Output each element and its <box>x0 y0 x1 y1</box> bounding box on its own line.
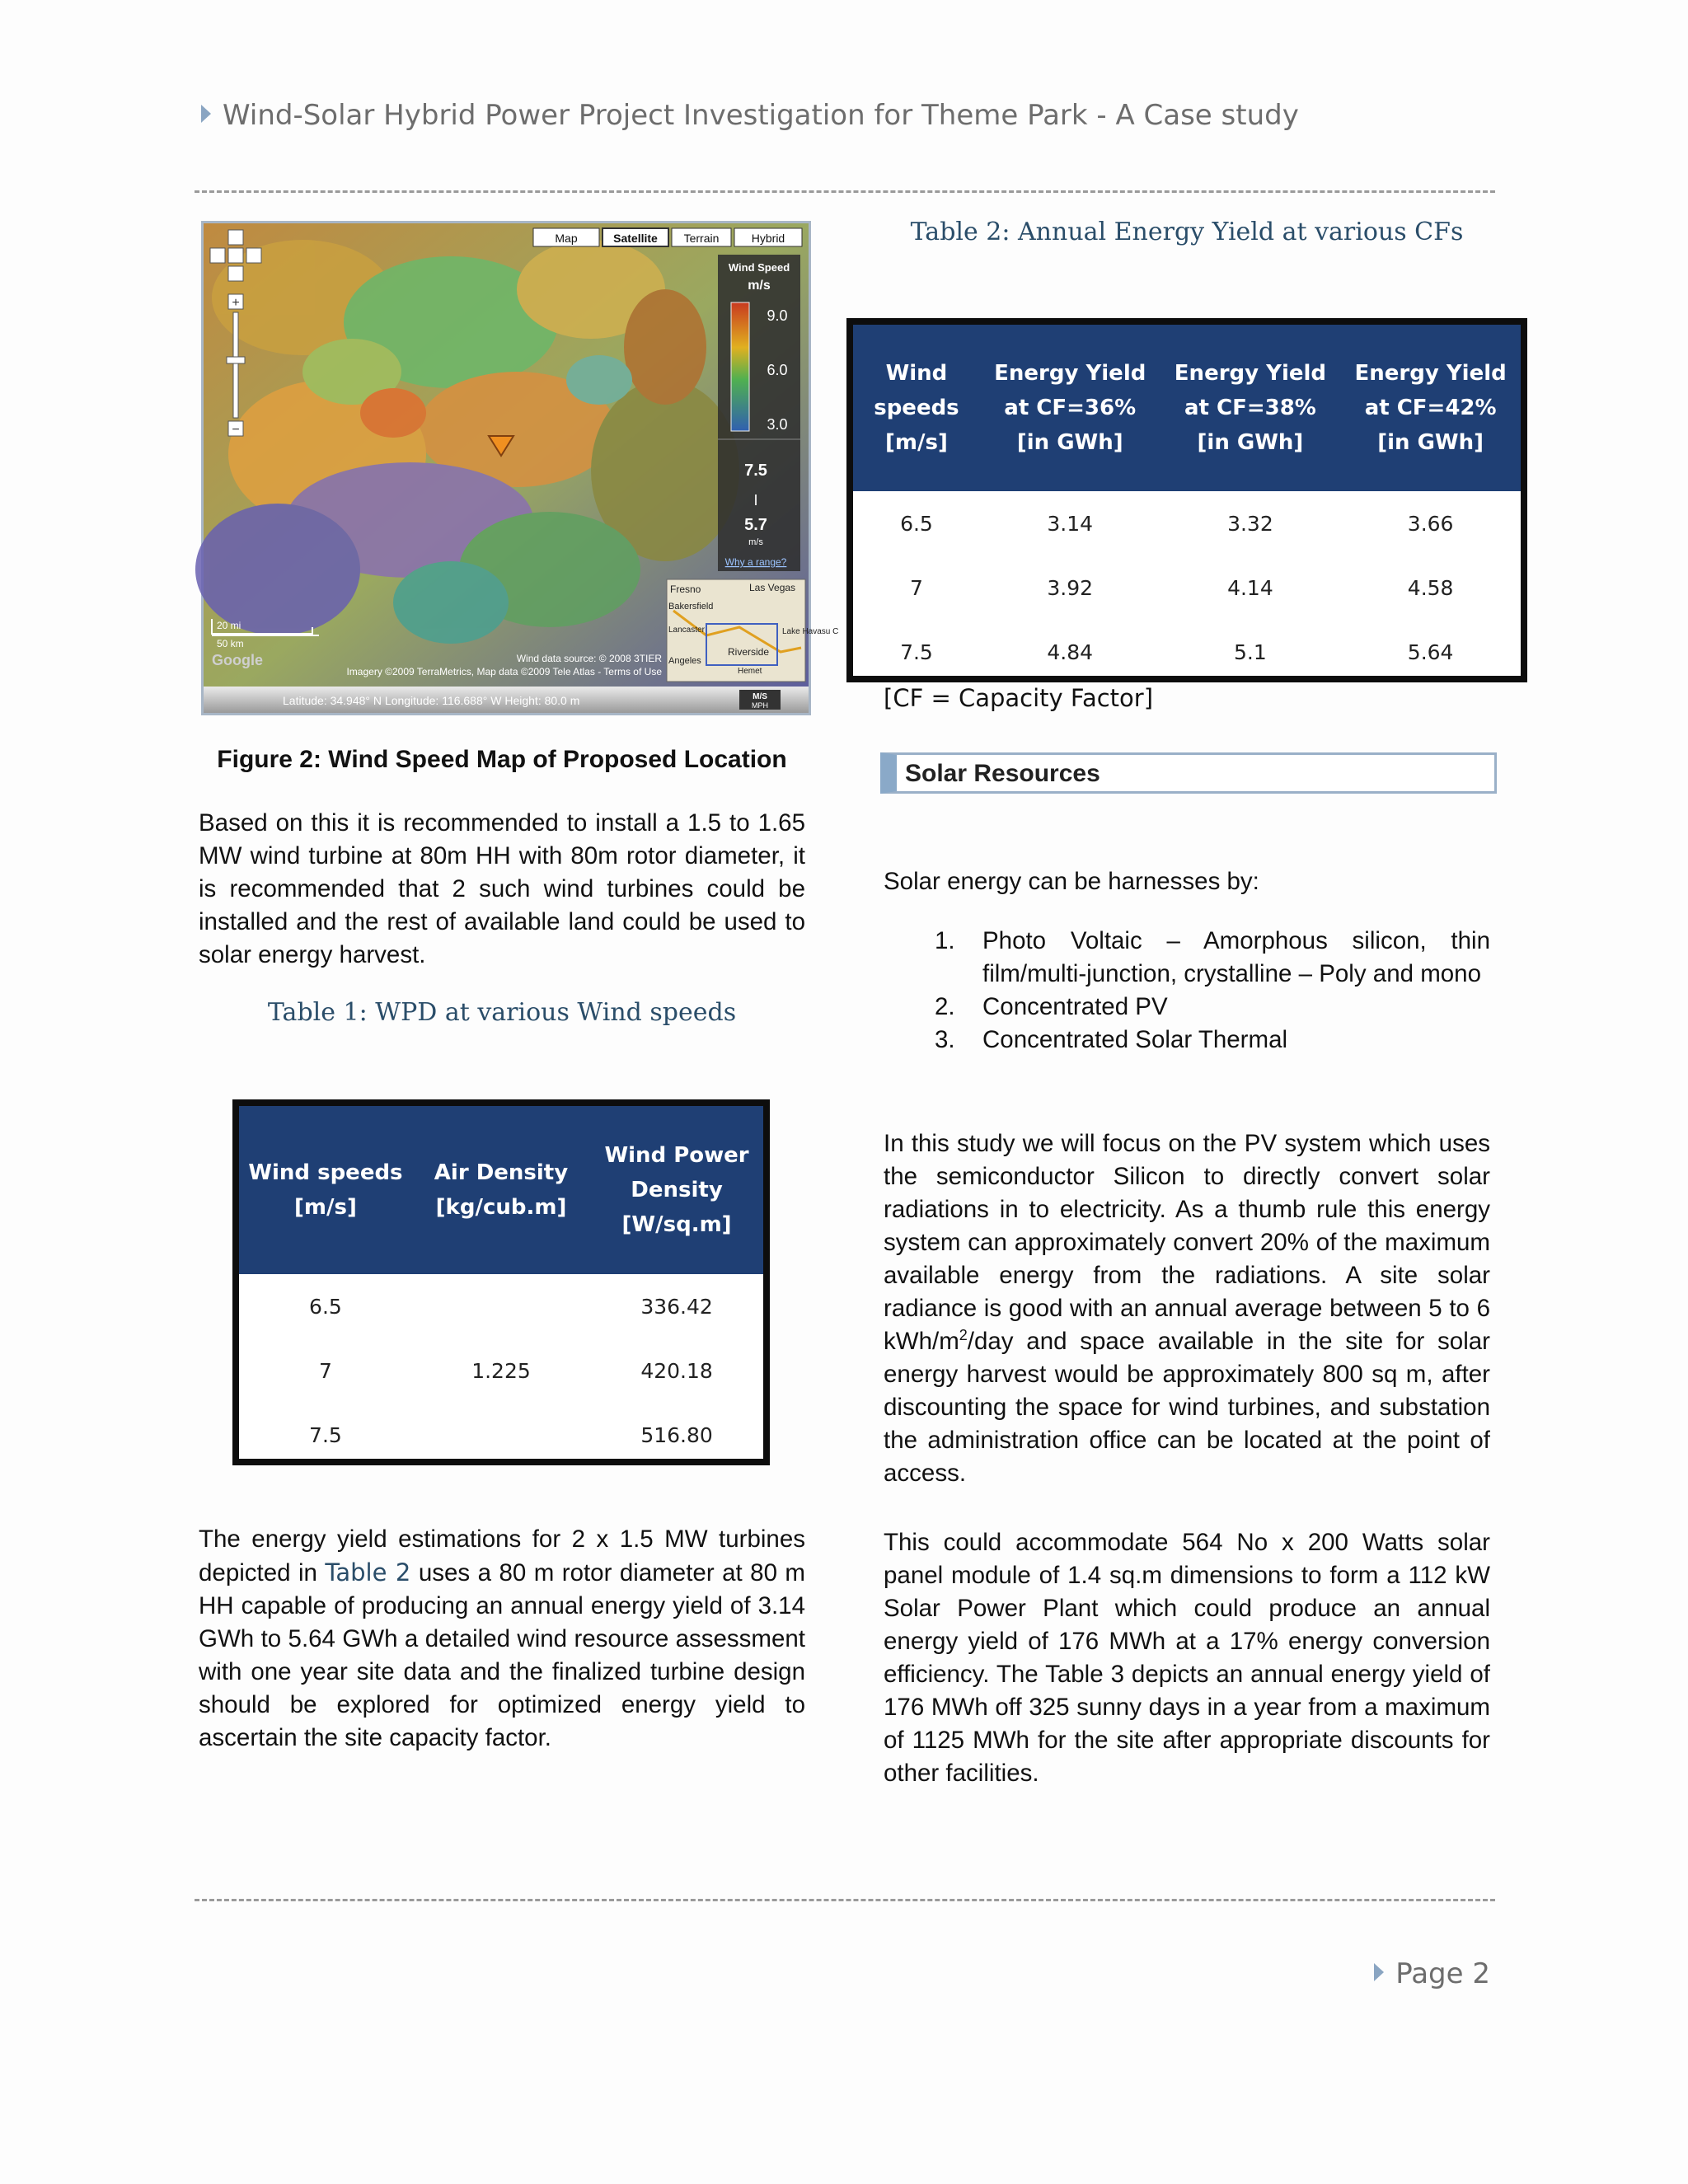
unit-ms[interactable]: M/S <box>753 692 767 701</box>
table1-cell: 7 <box>318 1358 332 1383</box>
wind-speed-map[interactable] <box>201 221 839 715</box>
list-number: 2. <box>935 993 955 1020</box>
header-title: Wind-Solar Hybrid Power Project Investigation for Theme Park - A Case study <box>223 99 1299 132</box>
imagery-credit[interactable]: Imagery ©2009 TerraMetrics, Map data ©2009 Tele Atlas - Terms of Use <box>346 666 662 677</box>
table1-caption: Table 1: WPD at various Wind speeds <box>267 998 737 1027</box>
table2-header: Energy Yield at CF=42% [in GWh] <box>1340 325 1521 491</box>
left-paragraph-2 <box>199 1523 805 1755</box>
table1-cell: 7.5 <box>309 1422 342 1447</box>
wind-speed-legend <box>718 255 800 495</box>
table-row <box>853 555 1521 620</box>
running-header <box>201 99 1299 132</box>
range-indicator: I <box>753 492 758 509</box>
inset-label: Lake Havasu C <box>782 627 839 636</box>
table2-cell: 4.58 <box>1407 575 1454 600</box>
scale-km: 50 km <box>217 638 244 649</box>
table1 <box>232 1099 770 1465</box>
list-number: 3. <box>935 1026 955 1053</box>
legend-tick: 9.0 <box>767 307 788 324</box>
table2-cell: 3.14 <box>1047 511 1094 536</box>
unit-mph[interactable]: MPH <box>752 701 768 710</box>
legend-tick: 3.0 <box>767 416 788 433</box>
table1-cell: 1.225 <box>471 1358 531 1383</box>
page-number <box>1374 1957 1490 1990</box>
list-text: Concentrated Solar Thermal <box>982 1026 1288 1053</box>
table2-cell: 7 <box>909 575 923 600</box>
solar-paragraph-2: This could accommodate 564 No x 200 Watts solar panel module of 1.4 sq.m dimensions to form a 112 kW Solar Power Plant which could produce an annual energy yield of 176 MWh at a 17% energy conversion efficiency. The Table 3 depicts an annual energy yield of 176 MWh off 325 sunny days in a year from a maximum of 1125 MWh for the site after appropriate discounts for other facilities. <box>884 1529 1490 1787</box>
table2-header: Energy Yield at CF=38% [in GWh] <box>1160 325 1341 491</box>
solar-intro: Solar energy can be harnesses by: <box>884 868 1259 895</box>
table1-cell <box>412 1274 590 1338</box>
legend-unit: m/s <box>748 279 771 293</box>
speed-high: 7.5 <box>744 462 767 480</box>
section-heading-solar <box>880 752 1497 794</box>
table1-cell: 420.18 <box>640 1358 713 1383</box>
inset-label: Fresno <box>670 583 701 595</box>
speed-low: 5.7 <box>744 516 767 534</box>
list-number: 1. <box>935 927 955 954</box>
inset-label: Riverside <box>728 646 770 658</box>
table-row <box>853 491 1521 555</box>
table2-cell: 7.5 <box>900 640 933 664</box>
table2-cell: 6.5 <box>900 511 933 536</box>
section-title: Solar Resources <box>905 760 1100 787</box>
table-row <box>239 1338 763 1403</box>
wind-data-credit: Wind data source: © 2008 3TIER <box>516 653 662 664</box>
wind-speed-range <box>718 492 800 571</box>
left-paragraph-1: Based on this it is recommended to install a 1.5 to 1.65 MW wind turbine at 80m HH with 80m rotor diameter, it is recommended that 2 such wind turbines could be installed and the rest of available land could be used to solar energy harvest. <box>199 809 805 968</box>
table1-cell: 336.42 <box>640 1294 713 1319</box>
para2-text-b: uses a 80 m rotor diameter at 80 m HH capable of producing an annual energy yield of 3.14 GWh to 5.64 GWh a detailed wind resource assessment with one year site data and the finalized turbine design should be explored for optimized energy yield to ascertain the site capacity factor. <box>199 1559 806 1751</box>
table2-header: Energy Yield at CF=36% [in GWh] <box>980 325 1160 491</box>
footer-arrow-icon <box>1374 1963 1384 1981</box>
table1-header: Air Density [kg/cub.m] <box>412 1106 590 1274</box>
table2-cell: 5.1 <box>1234 640 1267 664</box>
para-text-a: In this study we will focus on the PV system which uses the semiconductor Silicon to directly convert solar radiations in to electricity. As a thumb rule this energy system can approximately convert 20% of the maximum available energy from the radiations. A site solar radiance is good with an annual average between 5 to 6 kWh/m <box>884 1130 1490 1355</box>
table2-cell: 3.66 <box>1407 511 1454 536</box>
footer-divider <box>195 1899 1495 1901</box>
inset-label: Las Vegas <box>749 582 796 593</box>
table-row <box>239 1274 763 1338</box>
table1-cell: 516.80 <box>640 1422 713 1447</box>
terrain-button[interactable]: Terrain <box>683 232 720 245</box>
table2-caption: Table 2: Annual Energy Yield at various CFs <box>910 218 1464 246</box>
page-label: Page 2 <box>1395 1957 1490 1990</box>
satellite-button[interactable]: Satellite <box>613 232 658 245</box>
hybrid-button[interactable]: Hybrid <box>751 232 785 245</box>
table2-cell: 5.64 <box>1407 640 1454 664</box>
svg-text:+: + <box>232 296 240 310</box>
map-type-buttons[interactable] <box>533 228 802 246</box>
scale-mi: 20 mi <box>217 620 241 631</box>
svg-text:−: − <box>232 423 240 437</box>
table1-cell: 6.5 <box>309 1294 342 1319</box>
table1-header: Wind Power Density [W/sq.m] <box>590 1106 763 1274</box>
table1-header: Wind speeds [m/s] <box>239 1106 412 1274</box>
superscript: 2 <box>959 1327 968 1344</box>
why-range-link[interactable]: Why a range? <box>724 556 787 568</box>
list-item <box>884 925 1490 991</box>
header-divider <box>195 190 1495 193</box>
inset-label: Lancaster <box>668 626 705 635</box>
list-item <box>884 1024 1490 1057</box>
header-arrow-icon <box>201 105 211 123</box>
coordinates-readout: Latitude: 34.948° N Longitude: 116.688° W Height: 80.0 m <box>283 694 580 707</box>
table2 <box>846 318 1527 682</box>
table2-header: Wind speeds [m/s] <box>853 325 980 491</box>
table2-cell: 3.92 <box>1047 575 1094 600</box>
table2-link[interactable]: Table 2 <box>325 1558 411 1586</box>
table2-cell: 3.32 <box>1227 511 1273 536</box>
overview-inset-map[interactable] <box>667 579 838 682</box>
inset-label: Bakersfield <box>668 602 714 612</box>
google-logo: Google <box>212 652 263 668</box>
table2-cell: 4.14 <box>1227 575 1273 600</box>
cf-note: [CF = Capacity Factor] <box>884 684 1154 712</box>
table-row <box>853 620 1521 684</box>
speed-unit: m/s <box>748 537 763 547</box>
legend-title: Wind Speed <box>728 261 790 274</box>
table2-cell: 4.84 <box>1047 640 1094 664</box>
table-row <box>239 1403 763 1467</box>
list-text: Concentrated PV <box>982 993 1168 1020</box>
solar-methods-list <box>884 925 1490 1057</box>
para-text-b: /day and space available in the site for solar energy harvest would be approximately 800 sq m, after discounting the space for wind turbines, and substation the administration office can be located at the point of access. <box>884 1328 1490 1487</box>
map-button[interactable]: Map <box>555 232 578 245</box>
legend-tick: 6.0 <box>767 362 788 378</box>
list-item <box>884 991 1490 1024</box>
table1-cell <box>412 1403 590 1467</box>
list-text: Photo Voltaic – Amorphous silicon, thin film/multi-junction, crystalline – Poly and mono <box>982 927 1490 987</box>
figure-caption: Figure 2: Wind Speed Map of Proposed Location <box>217 746 787 773</box>
inset-label: Hemet <box>738 667 762 676</box>
para2-text-a: The energy yield estimations for 2 x 1.5 MW turbines depicted in <box>199 1526 805 1586</box>
inset-label: Angeles <box>668 656 701 666</box>
solar-paragraph-1 <box>884 1127 1490 1490</box>
